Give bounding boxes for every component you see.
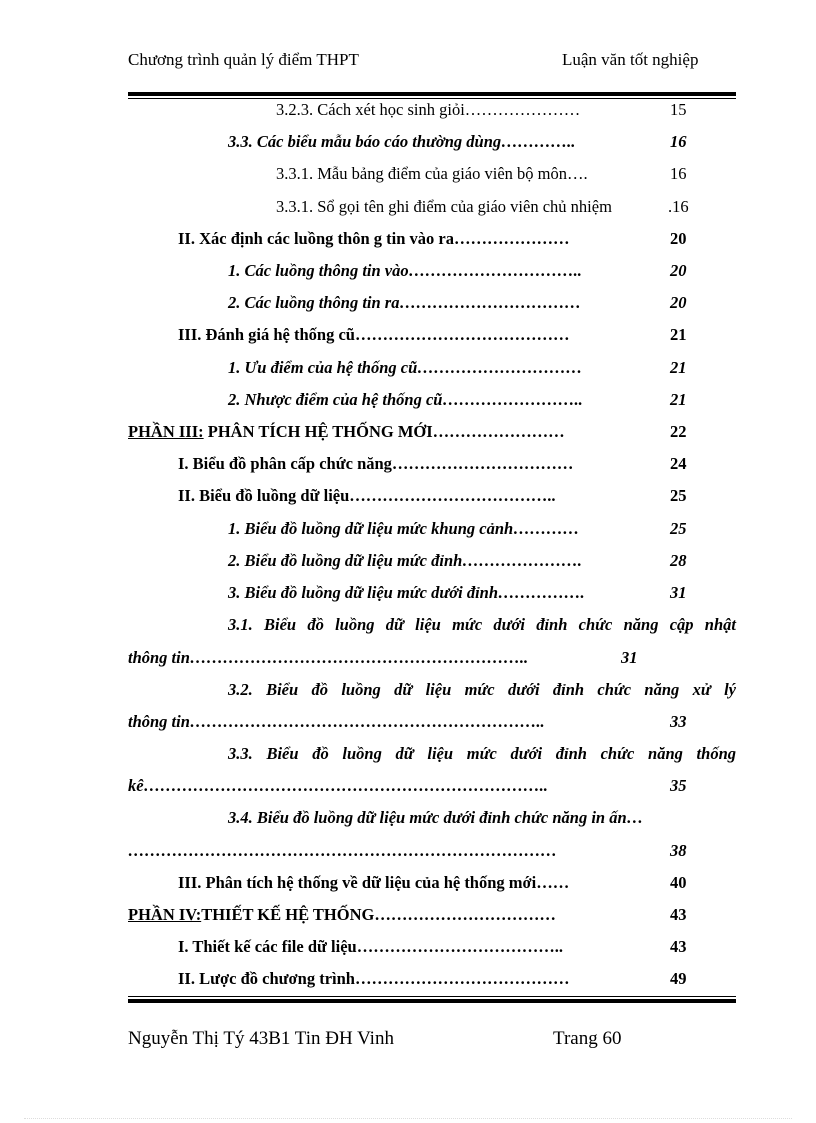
toc-entry-page: 25 [670,486,687,505]
toc-entry-page: 21 [670,325,687,344]
toc-entry-text: 3.3. Các biểu mẫu báo cáo thường dùng………….. [228,132,576,151]
toc-entry-text: 3.3. Biểu đồ luồng dữ liệu mức dưới đỉnh chức năng thống [228,744,736,763]
toc-entry-text: II. Lược đồ chương trình………………………………… [178,969,570,988]
toc-entry-page: 40 [670,873,687,892]
toc-entry-text: II. Xác định các luồng thôn g tin vào ra………………… [178,229,570,248]
toc-entry-text: 2. Nhược điểm của hệ thống cũ…………………….. [228,390,583,409]
toc-entry-text: 1. Các luồng thông tin vào………………………….. [228,261,582,280]
toc-entry-page: 43 [670,905,687,924]
toc-entry-text: III. Phân tích hệ thống về dữ liệu của hệ thống mới…… [178,873,570,892]
toc-entry-continuation: …………………………………………………………………… [128,841,557,860]
toc-entry-page: 21 [670,390,687,409]
toc-entry-page: 16 [670,132,687,151]
toc-entry-page: 20 [670,229,687,248]
footer-rule [128,996,736,1003]
toc-entry-text: 2. Biểu đồ luồng dữ liệu mức đỉnh…………………. [228,551,582,570]
toc-entry-text: 2. Các luồng thông tin ra…………………………… [228,293,581,312]
toc-entry-page: 28 [670,551,687,570]
page-bottom-divider [24,1118,792,1119]
toc-entry-text: 3.2. Biểu đồ luồng dữ liệu mức dưới đỉnh chức năng xử lý [228,680,736,699]
toc-entry-page: 25 [670,519,687,538]
toc-entry-text: 3.3.1. Sổ gọi tên ghi điểm của giáo viên chủ nhiệm [276,197,612,216]
toc-entry-text: 1. Biểu đồ luồng dữ liệu mức khung cảnh………… [228,519,580,538]
toc-entry-text: 3. Biểu đồ luồng dữ liệu mức dưới đỉnh……………. [228,583,585,602]
toc-entry-page: 31 [670,583,687,602]
header-subtitle: Luận văn tốt nghiệp [562,50,699,69]
toc-entry-continuation: thông tin……………………………………………………….. [128,712,545,731]
toc-entry-page: 22 [670,422,687,441]
toc-entry-page: 20 [670,261,687,280]
toc-entry-page: 20 [670,293,687,312]
toc-entry-text: I. Thiết kế các file dữ liệu……………………………….. [178,937,563,956]
toc-entry-page: 43 [670,937,687,956]
toc-entry-page: 38 [670,841,687,860]
section-label: PHẦN IV: [128,905,202,924]
toc-entry-text: I. Biểu đồ phân cấp chức năng…………………………… [178,454,574,473]
footer-author: Nguyễn Thị Tý 43B1 Tin ĐH Vinh [128,1028,394,1049]
toc-entry-page: 24 [670,454,687,473]
toc-entry-page: .16 [668,197,689,216]
toc-entry-continuation: kê……………………………………………………………….. [128,776,548,795]
toc-entry-text: 3.4. Biểu đồ luồng dữ liệu mức dưới đỉnh chức năng in ấn… [228,808,644,827]
toc-entry-page: 16 [670,164,687,183]
header-rule [128,92,736,99]
toc-entry-text: 3.1. Biểu đồ luồng dữ liệu mức dưới đỉnh chức năng cập nhật [228,615,736,634]
toc-entry-page: 49 [670,969,687,988]
toc-entry-continuation: thông tin…………………………………………………….. [128,648,529,667]
toc-entry-text: II. Biểu đồ luồng dữ liệu……………………………….. [178,486,556,505]
toc-entry-text: 3.3.1. Mẫu bảng điểm của giáo viên bộ môn…. [276,164,588,183]
toc-entry-page: 31 [621,648,638,667]
toc-entry-page: 21 [670,358,687,377]
section-title: THIẾT KẾ HỆ THỐNG…………………………… [201,905,556,924]
section-label: PHẦN III: [128,422,204,441]
toc-entry-page: 35 [670,776,687,795]
toc-entry-text: III. Đánh giá hệ thống cũ………………………………… [178,325,570,344]
toc-entry-text: 1. Ưu điểm của hệ thống cũ………………………… [228,358,583,377]
toc-section-heading [128,905,556,925]
footer-page-number: Trang 60 [553,1028,622,1049]
toc-entry-page: 15 [670,100,687,119]
toc-entry-page: 33 [670,712,687,731]
header-title: Chương trình quản lý điểm THPT [128,50,359,69]
toc-entry-text: 3.2.3. Cách xét học sinh giỏi………………… [276,100,581,119]
toc-section-heading [128,422,565,442]
section-title: PHÂN TÍCH HỆ THỐNG MỚI…………………… [203,422,565,441]
